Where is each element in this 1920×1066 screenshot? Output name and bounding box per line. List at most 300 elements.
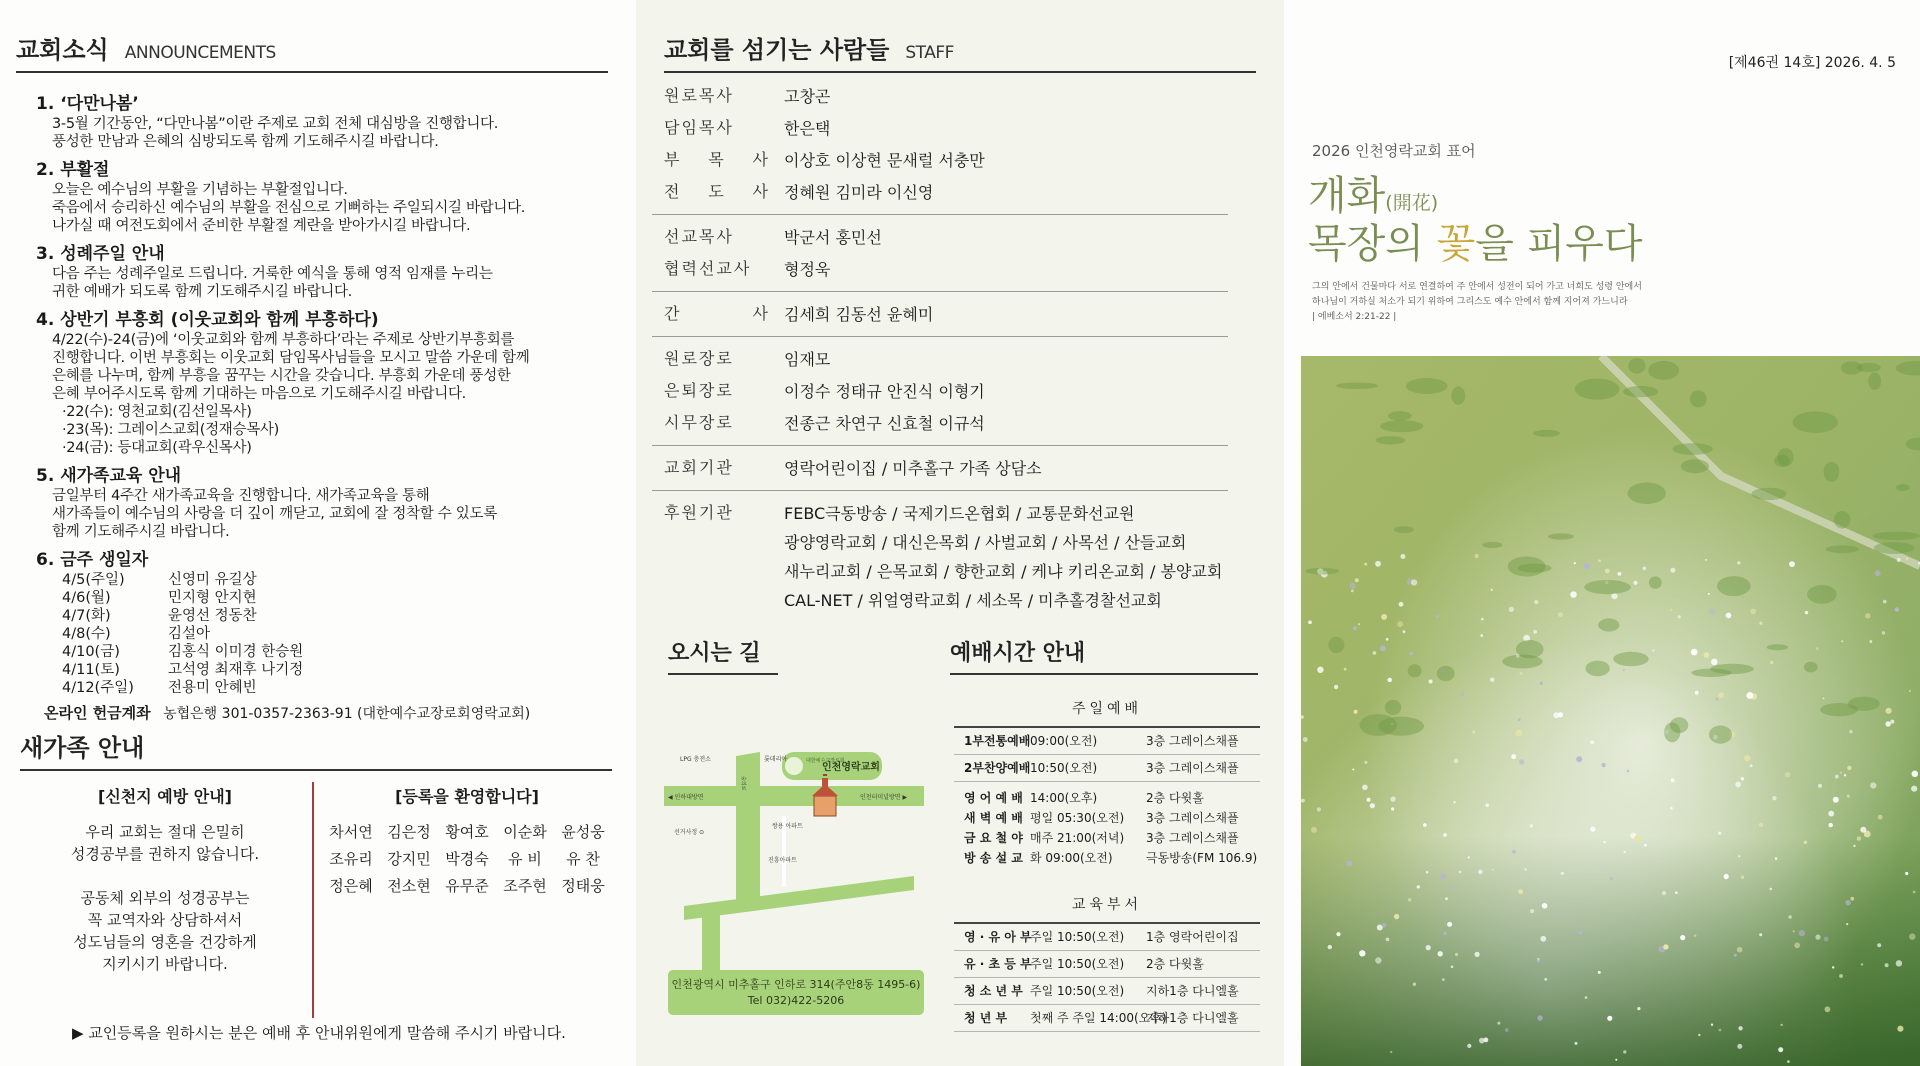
- staff-title: 교회를 섬기는 사람들: [664, 36, 890, 64]
- flower-dot: [1478, 870, 1483, 875]
- notice-line: 공동체 외부의 성경공부는: [80, 889, 250, 907]
- grass-tuft: [1649, 576, 1662, 588]
- staff-role: 선교목사: [664, 227, 734, 246]
- flower-dot: [1691, 649, 1698, 656]
- newcomer-name: 강지민: [387, 850, 431, 868]
- sunday-worship-table: [954, 692, 1260, 868]
- announcement-list: [36, 93, 606, 705]
- flower-dot: [1670, 609, 1672, 611]
- flower-dot: [1370, 803, 1375, 808]
- grass-tuft: [1691, 669, 1731, 677]
- staff-name-line: 한은택: [784, 119, 831, 138]
- flower-dot: [1445, 897, 1448, 900]
- flower-dot: [1480, 634, 1483, 637]
- flower-dot: [1694, 934, 1697, 937]
- staff-row: [664, 497, 1224, 613]
- notice-line: 지키시기 바랍니다.: [102, 955, 228, 973]
- staff-row: [664, 407, 1224, 439]
- staff-row: [664, 452, 1224, 484]
- announcement-line: 4/22(수)-24(금)에 ‘이웃교회와 함께 부흥하다’라는 주제로 상반기부흥회를: [52, 332, 515, 348]
- flower-dot: [1865, 613, 1870, 618]
- announcement-line: 3-5월 기간동안, “다만나봄”이란 주제로 교회 전체 대심방을 진행합니다.: [52, 116, 499, 132]
- flower-dot: [1818, 784, 1822, 788]
- staff-name-line: 영락어린이집 / 미추홀구 가족 상담소: [784, 459, 1042, 478]
- flower-dot: [1585, 996, 1588, 999]
- flower-dot: [1787, 1060, 1790, 1063]
- flower-dot: [1883, 600, 1887, 604]
- map-label-apt2: 진흥아파트: [768, 857, 797, 864]
- flower-dot: [1861, 963, 1863, 965]
- grass-tuft: [1824, 462, 1840, 482]
- birthday-date: 4/7(화): [62, 608, 111, 624]
- birthday-date: 4/12(주일): [62, 680, 134, 696]
- flower-dot: [1354, 710, 1358, 714]
- flower-dot: [1778, 1047, 1783, 1052]
- grass-tuft: [1834, 511, 1850, 529]
- newcomer-name: 유무준: [445, 877, 489, 895]
- grass-tuft: [1451, 386, 1465, 404]
- flower-dot: [1598, 971, 1601, 974]
- flower-dot: [1828, 811, 1834, 817]
- flower-dot: [1845, 900, 1850, 905]
- sunday-worship-title: 주일예배: [954, 692, 1260, 728]
- flower-dot: [1375, 957, 1381, 963]
- notice-line: 꼭 교역자와 상담하셔서: [87, 911, 243, 929]
- flower-dot: [1579, 931, 1583, 935]
- staff-row: [664, 253, 1224, 285]
- education-title: 교육부서: [954, 888, 1260, 924]
- flower-dot: [1344, 668, 1347, 671]
- worship-row: [954, 728, 1260, 755]
- flower-dot: [1789, 561, 1795, 567]
- flower-dot: [1652, 649, 1654, 651]
- worship-name: 청 소 년 부: [964, 984, 1023, 998]
- worship-name: 새 벽 예 배: [964, 811, 1023, 825]
- flower-dot: [1481, 618, 1484, 621]
- announcement-line: 귀한 예배가 되도록 함께 기도해주시길 바랍니다.: [52, 284, 352, 300]
- announcement-line: 풍성한 만남과 은혜의 심방되도록 함께 기도해주시길 바랍니다.: [52, 134, 439, 150]
- flower-dot: [1511, 910, 1513, 912]
- newcomer-name: 차서연: [329, 823, 373, 841]
- staff-name-line: 전종근 차연구 신효철 이규석: [784, 414, 985, 433]
- flower-dot: [1375, 561, 1381, 567]
- staff-row: [664, 375, 1224, 407]
- flower-dot: [1423, 823, 1427, 827]
- flower-dot: [1698, 1034, 1700, 1036]
- grass-tuft: [1585, 661, 1609, 677]
- flower-dot: [1847, 795, 1850, 798]
- flower-dot: [1390, 1051, 1392, 1053]
- staff-names: [784, 407, 1224, 436]
- birthday-date: 4/6(월): [62, 590, 111, 606]
- staff-name-line: 박군서 홍민선: [784, 228, 882, 247]
- flower-dot: [1447, 922, 1452, 927]
- birthday-names: 민지형 안지현: [168, 590, 257, 606]
- grass-tuft: [1623, 386, 1658, 397]
- flower-dot: [1426, 871, 1429, 874]
- grass-tuft: [1613, 652, 1648, 666]
- motto-part-a: 목장의: [1308, 221, 1437, 267]
- announcements-header: [16, 30, 608, 73]
- staff-divider: [652, 490, 1228, 491]
- motto-hanja: (開花): [1385, 192, 1439, 214]
- welcome-registration: [322, 784, 612, 896]
- flower-dot: [1467, 1044, 1471, 1048]
- grass-tuft: [1807, 585, 1837, 604]
- flower-dot: [1537, 1015, 1542, 1020]
- flower-dot: [1570, 591, 1577, 598]
- flower-dot: [1451, 965, 1454, 968]
- worship-title: 예배시간 안내: [950, 636, 1258, 675]
- map-church-name: 인천영락교회: [822, 762, 880, 773]
- birthday-row: [36, 661, 606, 679]
- flower-dot: [1349, 583, 1355, 589]
- flower-dot: [1475, 554, 1479, 558]
- staff-role: 원로목사: [664, 86, 734, 105]
- flower-dot: [1472, 730, 1475, 733]
- grass-tuft: [1648, 361, 1679, 380]
- staff-row: [664, 221, 1224, 253]
- staff-name-line: 이상호 이상현 문새럴 서충만: [784, 151, 985, 170]
- grass-tuft: [1548, 533, 1574, 539]
- grass-tuft: [1874, 542, 1915, 554]
- birthday-row: [36, 679, 606, 697]
- grass-tuft: [1709, 726, 1732, 744]
- grass-tuft: [1598, 618, 1619, 631]
- map-label-lpg: LPG 충전소: [680, 756, 711, 763]
- map-label-road: 숭의로: [740, 776, 746, 791]
- flower-dot: [1793, 930, 1795, 932]
- grass-tuft: [1328, 637, 1344, 653]
- announcement-line: 금일부터 4주간 새가족교육을 진행합니다. 새가족교육을 통해: [52, 488, 430, 504]
- flower-dot: [1741, 876, 1744, 879]
- staff-role: 후원기관: [664, 503, 734, 522]
- flower-dot: [1829, 823, 1833, 827]
- announcements-panel: [0, 0, 636, 1066]
- flower-dot: [1438, 951, 1443, 956]
- flower-dot: [1413, 983, 1416, 986]
- flower-dot: [1670, 807, 1673, 810]
- notice-line: 성경공부를 권하지 않습니다.: [70, 845, 260, 863]
- announcement-subline: ·22(수): 영천교회(김선일목사): [62, 404, 252, 420]
- flower-dot: [1634, 835, 1640, 841]
- flower-dot: [1584, 563, 1590, 569]
- newcomer-name: 유 찬: [566, 850, 600, 868]
- flower-dot: [1644, 844, 1647, 847]
- flower-dot: [1461, 693, 1464, 696]
- flower-dot: [1440, 873, 1446, 879]
- announcement-title: 5. 새가족교육 안내: [36, 466, 182, 486]
- flower-dot: [1400, 554, 1405, 559]
- flower-dot: [1576, 756, 1582, 762]
- worship-time: 주일 10:50(오전): [1030, 984, 1125, 998]
- grass-tuft: [1385, 700, 1401, 715]
- newfamily-header: [20, 728, 612, 771]
- flower-dot: [1877, 943, 1881, 947]
- grass-tuft: [1575, 379, 1620, 400]
- flower-dot: [1841, 640, 1843, 642]
- flower-dot: [1397, 621, 1403, 627]
- worship-row: [954, 755, 1260, 782]
- worship-name: 영 어 예 배: [964, 791, 1023, 805]
- worship-time: 주일 10:50(오전): [1030, 930, 1125, 944]
- staff-role: 간 사: [664, 304, 770, 323]
- staff-name-line: 임재모: [784, 350, 831, 369]
- flower-dot: [1709, 608, 1716, 615]
- staff-name-line: 정혜원 김미라 이신영: [784, 183, 934, 202]
- announcement-line: 은혜 부어주시도록 함께 기대하는 마음으로 기도해주시길 바랍니다.: [52, 386, 466, 402]
- flower-dot: [1695, 691, 1699, 695]
- flower-dot: [1718, 692, 1724, 698]
- staff-name-line: 이정수 정태규 안진식 이형기: [784, 382, 985, 401]
- flower-dot: [1303, 737, 1308, 742]
- flower-dot: [1906, 557, 1908, 559]
- flower-dot: [1359, 950, 1365, 956]
- grass-tuft: [1681, 459, 1709, 473]
- announcement-line: 나가실 때 여전도회에서 준비한 부활절 계란을 받아가시길 바랍니다.: [52, 218, 471, 234]
- newcomer-name: 김은정: [387, 823, 431, 841]
- staff-role: 담임목사: [664, 118, 734, 137]
- flower-dot: [1805, 611, 1808, 614]
- flower-dot: [1662, 891, 1666, 895]
- flower-dot: [1518, 889, 1523, 894]
- motto-word: 개화: [1308, 173, 1386, 219]
- flower-dot: [1623, 851, 1626, 854]
- flower-dot: [1364, 563, 1367, 566]
- announcement-title: 2. 부활절: [36, 160, 110, 180]
- staff-title-en: STAFF: [905, 43, 954, 63]
- flower-dot: [1311, 827, 1317, 833]
- flower-dot: [1759, 933, 1762, 936]
- flower-dot: [1675, 891, 1678, 894]
- flower-dot: [1388, 678, 1392, 682]
- flower-dot: [1410, 652, 1413, 655]
- flower-dot: [1373, 651, 1377, 655]
- flower-dot: [1726, 613, 1732, 619]
- flower-dot: [1890, 720, 1894, 724]
- newcomer-name: 정태웅: [561, 877, 605, 895]
- flower-dot: [1411, 579, 1417, 585]
- flower-dot: [1426, 945, 1431, 950]
- flower-dot: [1544, 978, 1547, 981]
- flower-dot: [1497, 1022, 1500, 1025]
- flower-dot: [1530, 909, 1534, 913]
- grass-tuft: [1767, 644, 1789, 650]
- flower-dot: [1643, 567, 1647, 571]
- staff-header: [664, 30, 1256, 73]
- flower-dot: [1561, 872, 1564, 875]
- grass-tuft: [1672, 443, 1712, 455]
- map-road-north: [736, 752, 760, 910]
- flower-dot: [1602, 789, 1604, 791]
- birthday-date: 4/8(수): [62, 626, 111, 642]
- flower-dot: [1534, 600, 1538, 604]
- issue-info: [제46권 14호] 2026. 4. 5: [1728, 55, 1896, 71]
- flower-dot: [1824, 937, 1829, 942]
- staff-names: [784, 112, 1224, 141]
- flower-dot: [1512, 850, 1516, 854]
- flower-dot: [1882, 631, 1885, 634]
- grass-tuft: [1868, 372, 1881, 390]
- worship-place: 1층 영락어린이집: [1146, 930, 1239, 944]
- online-offering: [44, 702, 530, 723]
- flower-dot: [1454, 759, 1458, 763]
- staff-row: [664, 112, 1224, 144]
- flower-dot: [1737, 561, 1740, 564]
- flower-dot: [1833, 797, 1839, 803]
- staff-names: [784, 176, 1224, 205]
- grass-tuft: [1406, 378, 1448, 394]
- flower-dot: [1711, 1024, 1713, 1026]
- flower-dot: [1627, 770, 1630, 773]
- flower-dot: [1711, 659, 1718, 666]
- staff-list: [664, 80, 1224, 613]
- flower-dot: [1909, 690, 1911, 692]
- offering-account: 농협은행 301-0357-2363-91 (대한예수교장로회영락교회): [163, 706, 531, 722]
- flower-dot: [1909, 933, 1915, 939]
- flower-dot: [1519, 759, 1524, 764]
- staff-row: [664, 144, 1224, 176]
- flower-dot: [1737, 947, 1743, 953]
- flower-dot: [1442, 978, 1445, 981]
- announcement-line: 새가족들이 예수님의 사랑을 더 깊이 깨닫고, 교회에 잘 정착할 수 있도록: [52, 506, 497, 522]
- flower-dot: [1607, 1016, 1612, 1021]
- grass-tuft: [1774, 455, 1789, 467]
- worship-name: 청 년 부: [964, 1011, 1008, 1025]
- flower-dot: [1770, 888, 1773, 891]
- flower-dot: [1759, 823, 1764, 828]
- worship-row: [954, 848, 1260, 868]
- grass-tuft: [1408, 664, 1422, 677]
- flower-dot: [1912, 771, 1919, 778]
- announcement-title: 4. 상반기 부흥회 (이웃교회와 함께 부흥하다): [36, 310, 379, 330]
- grass-tuft: [1690, 390, 1707, 407]
- grass-tuft: [1664, 722, 1680, 742]
- newcomer-name: 이순화: [503, 823, 547, 841]
- flower-dot: [1770, 661, 1774, 665]
- flower-dot: [1386, 938, 1390, 942]
- flower-dot: [1351, 590, 1354, 593]
- staff-name-line: 형정욱: [784, 260, 831, 279]
- flower-dot: [1540, 936, 1546, 942]
- worship-time: 화 09:00(오전): [1030, 851, 1113, 865]
- flower-dot: [1516, 730, 1523, 737]
- flower-dot: [1317, 667, 1323, 673]
- flower-dot: [1857, 836, 1861, 840]
- birthday-names: 신영미 유길상: [168, 572, 257, 588]
- staff-role: 시무장로: [664, 413, 734, 432]
- staff-row: [664, 343, 1224, 375]
- staff-row: [664, 176, 1224, 208]
- staff-names: [784, 221, 1224, 250]
- worship-place: 3층 그레이스채플: [1146, 811, 1239, 825]
- staff-divider: [652, 336, 1228, 337]
- flower-dot: [1846, 923, 1848, 925]
- flower-dot: [1719, 1029, 1722, 1032]
- grass-tuft: [1792, 411, 1838, 433]
- flower-dot: [1799, 930, 1805, 936]
- staff-name-line: 고창곤: [784, 87, 831, 106]
- flower-dot: [1788, 915, 1791, 918]
- flower-dot: [1542, 903, 1548, 909]
- flower-dot: [1825, 1006, 1831, 1012]
- address: 인천광역시 미추홀구 인하로 314(주안8동 1495-6): [671, 978, 921, 991]
- flower-dot: [1605, 569, 1610, 574]
- flower-dot: [1486, 804, 1489, 807]
- staff-names: [784, 253, 1224, 282]
- flower-dot: [1505, 1028, 1509, 1032]
- grass-tuft: [1376, 436, 1406, 444]
- flower-dot: [1860, 827, 1866, 833]
- verse-line: 하나님이 거하실 처소가 되기 위하여 그리스도 예수 안에서 함께 지어져 가느니라: [1312, 297, 1628, 307]
- flower-dot: [1352, 769, 1354, 771]
- flower-dot: [1334, 685, 1338, 689]
- map-road-south: [702, 906, 720, 978]
- staff-role: 교회기관: [664, 458, 734, 477]
- flower-dot: [1671, 778, 1675, 782]
- flower-dot: [1598, 559, 1601, 562]
- flower-dot: [1670, 568, 1675, 573]
- flower-dot: [1724, 874, 1729, 879]
- flower-dot: [1443, 932, 1446, 935]
- flower-dot: [1750, 764, 1753, 767]
- announcements-title: 교회소식: [16, 36, 109, 64]
- worship-row: [954, 808, 1260, 828]
- flower-dot: [1317, 807, 1321, 811]
- worship-time: 10:50(오전): [1030, 761, 1098, 775]
- motto-part-c: 을 피우다: [1475, 221, 1643, 267]
- flower-dot: [1678, 615, 1681, 618]
- birthday-row: [36, 607, 606, 625]
- worship-place: 3층 그레이스채플: [1146, 734, 1239, 748]
- staff-names: [784, 375, 1224, 404]
- birthday-date: 4/10(금): [62, 644, 120, 660]
- flower-dot: [1362, 785, 1368, 791]
- grass-tuft: [1508, 557, 1546, 577]
- newcomer-name: 황여호: [445, 823, 489, 841]
- sunday-worship-rows: [954, 728, 1260, 782]
- staff-divider: [652, 445, 1228, 446]
- flower-dot: [1814, 810, 1817, 813]
- registration-note: ▶ 교인등록을 원하시는 분은 예배 후 안내위원에게 말씀해 주시기 바랍니다.: [72, 1024, 566, 1042]
- staff-names: [784, 497, 1224, 613]
- announcement-line: 죽음에서 승리하신 예수님의 부활을 전심으로 기뻐하는 주일되시길 바랍니다.: [52, 200, 526, 216]
- grass-tuft: [1394, 526, 1414, 533]
- flower-dot: [1353, 626, 1357, 630]
- newcomer-names: [322, 821, 612, 896]
- announcement-title: 6. 금주 생일자: [36, 550, 149, 570]
- flower-dot: [1849, 730, 1852, 733]
- announcement-line: 함께 기도해주시길 바랍니다.: [52, 524, 230, 540]
- flower-dot: [1491, 589, 1493, 591]
- birthday-row: [36, 625, 606, 643]
- birthday-names: 김홍식 이미경 한승원: [168, 644, 304, 660]
- flower-dot: [1533, 630, 1537, 634]
- grass-tuft: [1482, 542, 1502, 548]
- worship-row: [954, 828, 1260, 848]
- staff-role: 부 목 사: [664, 150, 770, 169]
- flower-dot: [1520, 672, 1523, 675]
- telephone: Tel 032)422-5206: [747, 994, 845, 1007]
- welcome-title: [등록을 환영합니다]: [395, 787, 539, 806]
- flower-dot: [1804, 841, 1807, 844]
- worship-place: 3층 그레이스채플: [1146, 761, 1239, 775]
- flower-dot: [1382, 923, 1387, 928]
- worship-time: 첫째 주 주일 14:00(오후): [1030, 1011, 1167, 1025]
- announcement-line: 진행합니다. 이번 부흥회는 이웃교회 담임목사님들을 모시고 말씀 가운데 함께: [52, 350, 530, 366]
- flower-dot: [1394, 914, 1399, 919]
- grass-tuft: [1378, 717, 1424, 736]
